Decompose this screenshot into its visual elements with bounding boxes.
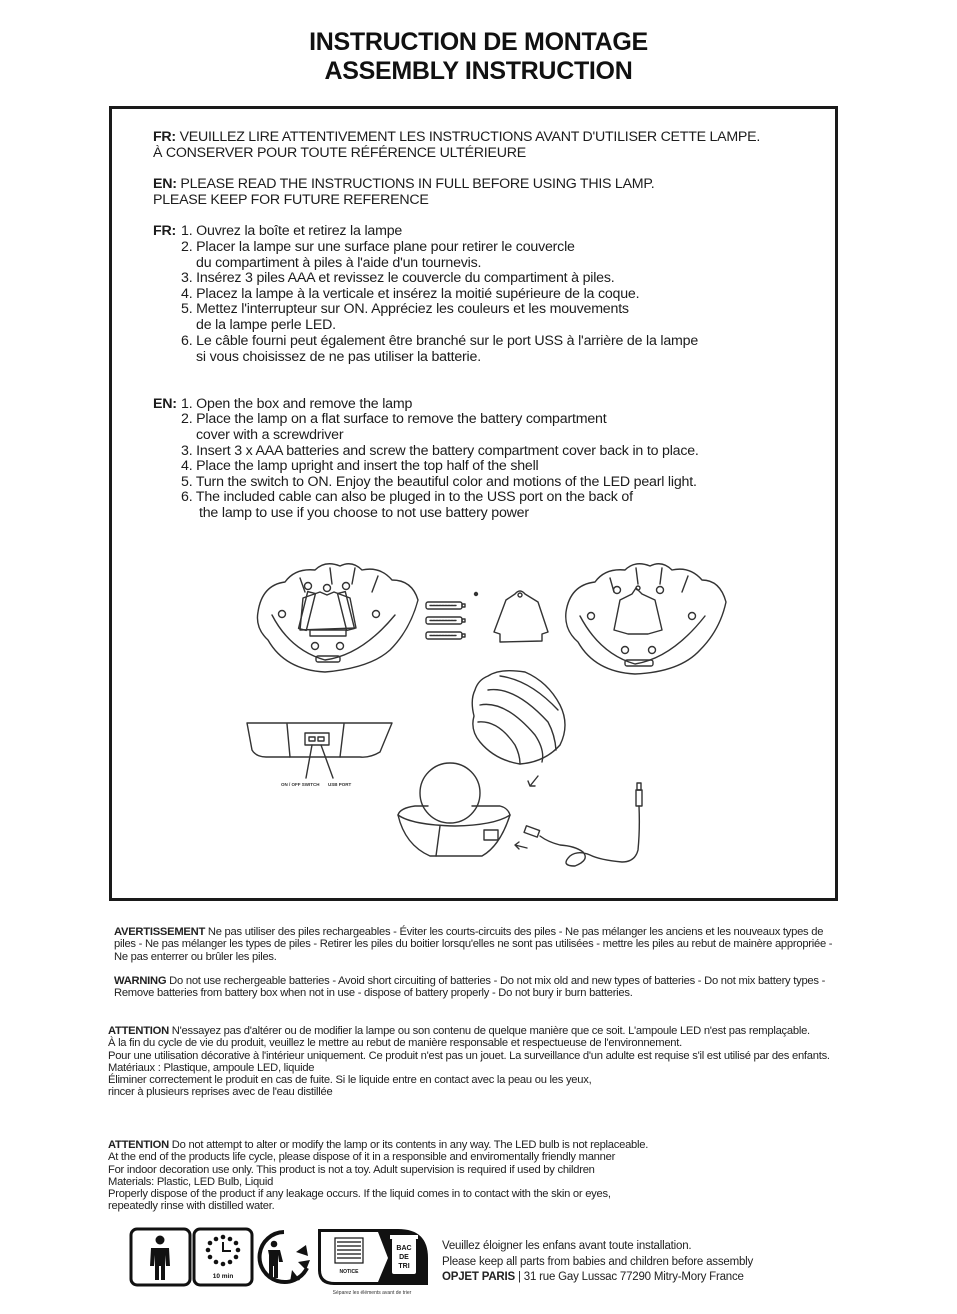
intro-fr-line2: À CONSERVER POUR TOUTE RÉFÉRENCE ULTÉRIEURE	[153, 144, 526, 161]
step-fr-5: 5. Mettez l'interrupteur sur ON. Appréciez les couleurs et les mouvements	[181, 301, 629, 317]
intro-en-line1: PLEASE READ THE INSTRUCTIONS IN FULL BEFORE USING THIS LAMP.	[176, 176, 655, 192]
step-fr-6-cont: si vous choisissez de ne pas utiliser la batterie.	[196, 349, 481, 365]
attention-fr-line-4: Éliminer correctement le produit en cas de fuite. Si le liquide entre en contact avec la peau ou les yeux,	[108, 1074, 592, 1087]
title-french: INSTRUCTION DE MONTAGE	[309, 28, 648, 56]
warning-fr-label: AVERTISSEMENT	[114, 926, 206, 938]
port-label: USB PORT	[328, 782, 352, 787]
step-en-3: 3. Insert 3 x AAA batteries and screw the battery compartment cover back in to place.	[181, 443, 699, 459]
attention-en-label: ATTENTION	[108, 1139, 169, 1151]
sort-caption: Séparez les éléments avant de trier	[332, 1290, 412, 1296]
attention-fr-label: ATTENTION	[108, 1025, 169, 1037]
step-en-6: 6. The included cable can also be pluged in to the USS port on the back of	[181, 489, 633, 505]
step-fr-2-cont: du compartiment à piles à l'aide d'un tournevis.	[196, 255, 482, 271]
sort-bin-line2: DE	[399, 1254, 409, 1261]
attention-fr-line-5: rincer à plusieurs reprises avec de l'eau distillée	[108, 1086, 333, 1099]
switch-label: ON / OFF SWITCH	[281, 782, 320, 787]
sort-bin-line3: TRI	[398, 1263, 410, 1270]
attention-en-line-5: repeatedly rinse with distilled water.	[108, 1200, 275, 1213]
steps-en-label: EN:	[153, 396, 177, 412]
step-en-4: 4. Place the lamp upright and insert the top half of the shell	[181, 458, 539, 474]
step-fr-4: 4. Placez la lampe à la verticale et insérez la moitié supérieure de la coque.	[181, 286, 640, 302]
step-fr-2: 2. Placer la lampe sur une surface plane pour retirer le couvercle	[181, 239, 575, 255]
triman-recycle-icon	[260, 1232, 310, 1282]
intro-fr-line1: VEUILLEZ LIRE ATTENTIVEMENT LES INSTRUCTIONS AVANT D'UTILISER CETTE LAMPE.	[175, 129, 761, 145]
intro-fr-label: FR:	[153, 129, 176, 145]
step-fr-1: 1. Ouvrez la boîte et retirez la lampe	[181, 223, 403, 239]
attention-fr-line-2: Pour une utilisation décorative à l'intérieur uniquement. Ce produit n'est pas un jouet. La surveillance d'un adulte est requise s'il est utilisé par des enfants.	[108, 1049, 830, 1062]
step-en-5: 5. Turn the switch to ON. Enjoy the beautiful color and motions of the LED pearl light.	[181, 474, 697, 490]
attention-en-line-4: Properly dispose of the product if any leakage occurs. If the liquid comes in to contact with the skin or eyes,	[108, 1188, 611, 1201]
step-en-2: 2. Place the lamp on a flat surface to remove the battery compartment	[181, 411, 607, 427]
attention-fr-first: N'essayez pas d'altérer ou de modifier la lampe ou son contenu de quelque manière que ce soit. L'ampoule LED n'est pas remplaçable.	[168, 1025, 810, 1037]
adult-person-icon	[131, 1229, 190, 1285]
sort-notice-label: NOTICE	[339, 1269, 359, 1275]
warning-fr-text: Ne pas utiliser des piles rechargeables - Éviter les courts-circuits des piles - Ne pas mélanger les anciens et les nouveaux types de piles - Ne pas mélanger les types de piles - Retirer les piles du boitier lorsqu'elles ne sont pas utilisées - mettre les piles au rebut de mainère appropriée - Ne pas enterrer ou brûler les piles.	[114, 926, 833, 963]
sort-bin-line1: BAC	[396, 1245, 412, 1252]
step-en-2-cont: cover with a screwdriver	[196, 427, 344, 443]
attention-fr-line-1: À la fin du cycle de vie du produit, veuillez le mettre au rebut de manière responsable et respectueuse de l'environnement.	[108, 1037, 682, 1050]
brand-address: | 31 rue Gay Lussac 77290 Mitry-Mory France	[515, 1271, 744, 1283]
sort-info-icon	[318, 1229, 428, 1296]
clock-icon	[194, 1229, 252, 1285]
attention-fr-line-3: Matériaux : Plastique, ampoule LED, liquide	[108, 1061, 315, 1074]
footer-line-2: Please keep all parts from babies and children before assembly	[442, 1255, 754, 1268]
title-english: ASSEMBLY INSTRUCTION	[324, 57, 633, 85]
steps-fr-label: FR:	[153, 223, 177, 239]
step-fr-3: 3. Insérez 3 piles AAA et revissez le couvercle du compartiment à piles.	[181, 270, 615, 286]
attention-en-first: Do not attempt to alter or modify the lamp or its contents in any way. The LED bulb is not replaceable.	[168, 1139, 649, 1151]
step-en-1: 1. Open the box and remove the lamp	[181, 396, 413, 412]
brand-name: OPJET PARIS	[442, 1271, 515, 1283]
step-en-6-cont: the lamp to use if you choose to not use battery power	[199, 505, 529, 521]
warning-en-text: Do not use rechergeable batteries - Avoid short circuiting of batteries - Do not mix old and new types of batteries - Do not mix battery types - Remove batteries from battery box when not in use - dispose of battery properly - Do not bury ir burn batteries.	[114, 975, 826, 1000]
intro-en-label: EN:	[153, 176, 177, 192]
step-fr-6: 6. Le câble fourni peut également être branché sur le port USS à l'arrière de la lampe	[181, 333, 699, 349]
clock-label: 10 min	[212, 1273, 234, 1280]
intro-en-line2: PLEASE KEEP FOR FUTURE REFERENCE	[153, 191, 429, 208]
step-fr-5-cont: de la lampe perle LED.	[196, 317, 336, 333]
attention-en-line-2: For indoor decoration use only. This product is not a toy. Adult supervision is required if used by children	[108, 1163, 595, 1176]
footer-line-1: Veuillez éloigner les enfans avant toute installation.	[442, 1240, 692, 1252]
attention-en-line-3: Materials: Plastic, LED Bulb, Liquid	[108, 1175, 274, 1188]
attention-en-line-1: At the end of the products life cycle, please dispose of it in a responsible and enviromentally friendly manner	[108, 1151, 616, 1164]
warning-en-label: WARNING	[114, 975, 167, 987]
footer-notice	[442, 1239, 753, 1286]
